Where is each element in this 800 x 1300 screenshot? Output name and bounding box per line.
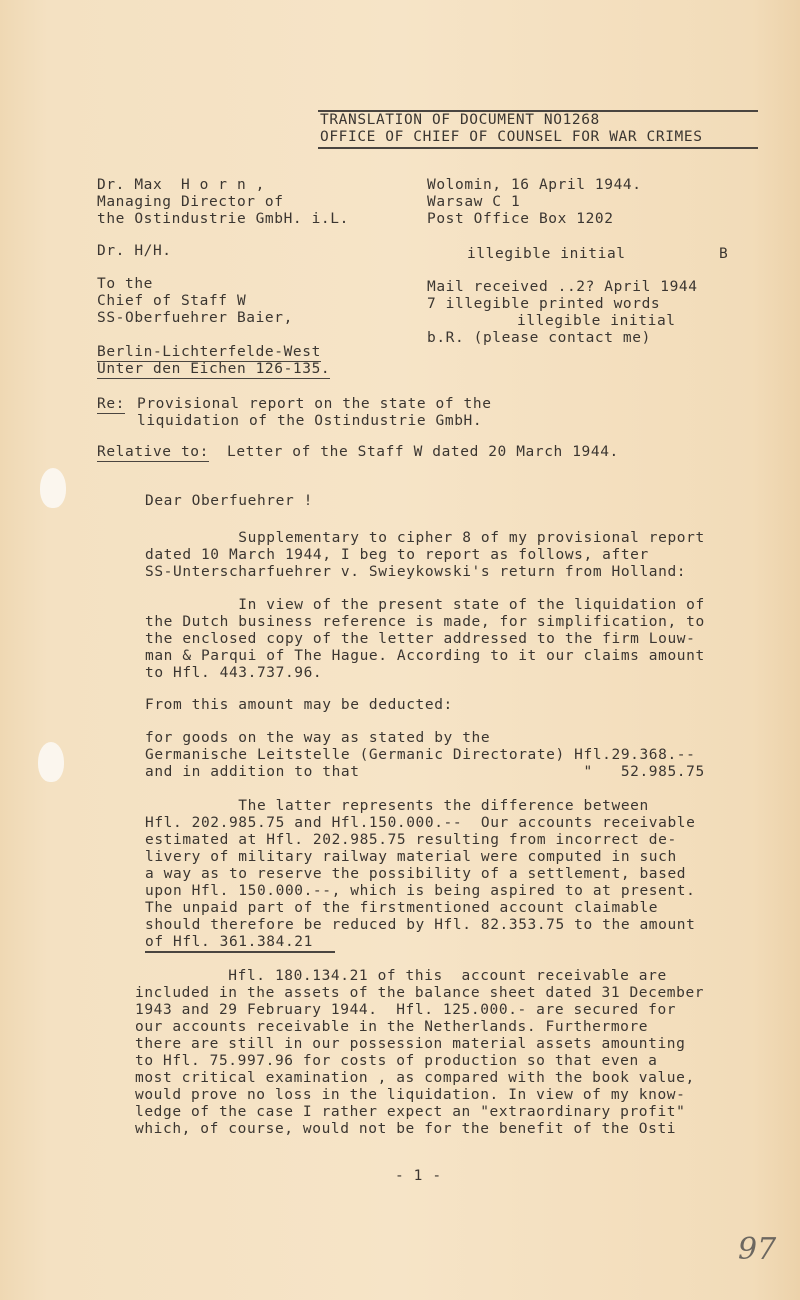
header-title-line2: OFFICE OF CHIEF OF COUNSEL FOR WAR CRIMES [320, 129, 703, 145]
p4-line1: for goods on the way as stated by the [145, 730, 491, 746]
stamp-line3: illegible initial [517, 313, 676, 329]
p5-line3: estimated at Hfl. 202.985.75 resulting from incorrect de- [145, 832, 677, 848]
salutation: Dear Oberfuehrer ! [145, 493, 313, 509]
p6-line3: 1943 and 29 February 1944. Hfl. 125.000.- are secured for [135, 1002, 677, 1018]
punch-hole-top [40, 468, 66, 508]
recipient-line2: Chief of Staff W [97, 293, 247, 309]
recipient-address1: Berlin-Lichterfelde-West [97, 344, 321, 360]
p6-line1: Hfl. 180.134.21 of this account receivable are [135, 968, 667, 984]
place-date-line1: Wolomin, 16 April 1944. [427, 177, 642, 193]
recipient-line3: SS-Oberfuehrer Baier, [97, 310, 293, 326]
p6-line6: to Hfl. 75.997.96 for costs of production so that even a [135, 1053, 658, 1069]
relative-label: Relative to: [97, 444, 209, 460]
p5-line8: should therefore be reduced by Hfl. 82.353.75 to the amount [145, 917, 696, 933]
relative-text: Letter of the Staff W dated 20 March 1944. [227, 444, 619, 460]
p6-line2: included in the assets of the balance sheet dated 31 December [135, 985, 705, 1001]
re-line2: liquidation of the Ostindustrie GmbH. [137, 413, 483, 429]
punch-hole-bottom [38, 742, 64, 782]
p5-line6: upon Hfl. 150.000.--, which is being aspired to at present. [145, 883, 696, 899]
p4-line2: Germanische Leitstelle (Germanic Directorate) Hfl.29.368.-- [145, 747, 696, 763]
stamp-line2: 7 illegible printed words [427, 296, 661, 312]
page-number: - 1 - [395, 1168, 442, 1184]
p5-line9: of Hfl. 361.384.21 [145, 934, 313, 950]
p5-line2: Hfl. 202.985.75 and Hfl.150.000.-- Our accounts receivable [145, 815, 696, 831]
stamp-line4: b.R. (please contact me) [427, 330, 651, 346]
p2-line4: man & Parqui of The Hague. According to it our claims amount [145, 648, 705, 664]
re-label: Re: [97, 396, 125, 412]
p6-line8: would prove no loss in the liquidation. In view of my know- [135, 1087, 686, 1103]
p1-line3: SS-Unterscharfuehrer v. Swieykowski's return from Holland: [145, 564, 687, 580]
p2-line5: to Hfl. 443.737.96. [145, 665, 323, 681]
header-rule-bottom [318, 147, 758, 149]
amount-underline [145, 951, 335, 953]
p5-line5: a way as to reserve the possibility of a settlement, based [145, 866, 687, 882]
stamp-line1: Mail received ..2? April 1944 [427, 279, 698, 295]
p6-line4: our accounts receivable in the Netherlands. Furthermore [135, 1019, 649, 1035]
p3-line1: From this amount may be deducted: [145, 697, 453, 713]
place-date-line3: Post Office Box 1202 [427, 211, 614, 227]
p6-line7: most critical examination , as compared with the book value, [135, 1070, 695, 1086]
p6-line10: which, of course, would not be for the benefit of the Osti [135, 1121, 677, 1137]
place-date-line2: Warsaw C 1 [427, 194, 521, 210]
p2-line2: the Dutch business reference is made, for simplification, to [145, 614, 705, 630]
p6-line5: there are still in our possession material assets amounting [135, 1036, 686, 1052]
p5-line1: The latter represents the difference between [145, 798, 649, 814]
recipient-address2: Unter den Eichen 126-135. [97, 361, 331, 377]
p1-line1: Supplementary to cipher 8 of my provisional report [145, 530, 705, 546]
sender-company: the Ostindustrie GmbH. i.L. [97, 211, 349, 227]
p5-line7: The unpaid part of the firstmentioned account claimable [145, 900, 659, 916]
sender-initials: Dr. H/H. [97, 243, 172, 259]
sender-name: Dr. Max H o r n , [97, 177, 265, 193]
recipient-line1: To the [97, 276, 153, 292]
p5-line4: livery of military railway material were computed in such [145, 849, 677, 865]
p6-line9: ledge of the case I rather expect an "extraordinary profit" [135, 1104, 686, 1120]
re-line1: Provisional report on the state of the [137, 396, 492, 412]
p2-line1: In view of the present state of the liquidation of [145, 597, 705, 613]
initial-mark: B [719, 246, 729, 262]
initial-note: illegible initial [467, 246, 626, 262]
header-title-line1: TRANSLATION OF DOCUMENT NO1268 [320, 112, 600, 128]
sender-role: Managing Director of [97, 194, 284, 210]
p4-line3: and in addition to that " 52.985.75 [145, 764, 705, 780]
handwritten-page-number: 97 [738, 1232, 777, 1267]
p2-line3: the enclosed copy of the letter addressed to the firm Louw- [145, 631, 696, 647]
p1-line2: dated 10 March 1944, I beg to report as follows, after [145, 547, 649, 563]
